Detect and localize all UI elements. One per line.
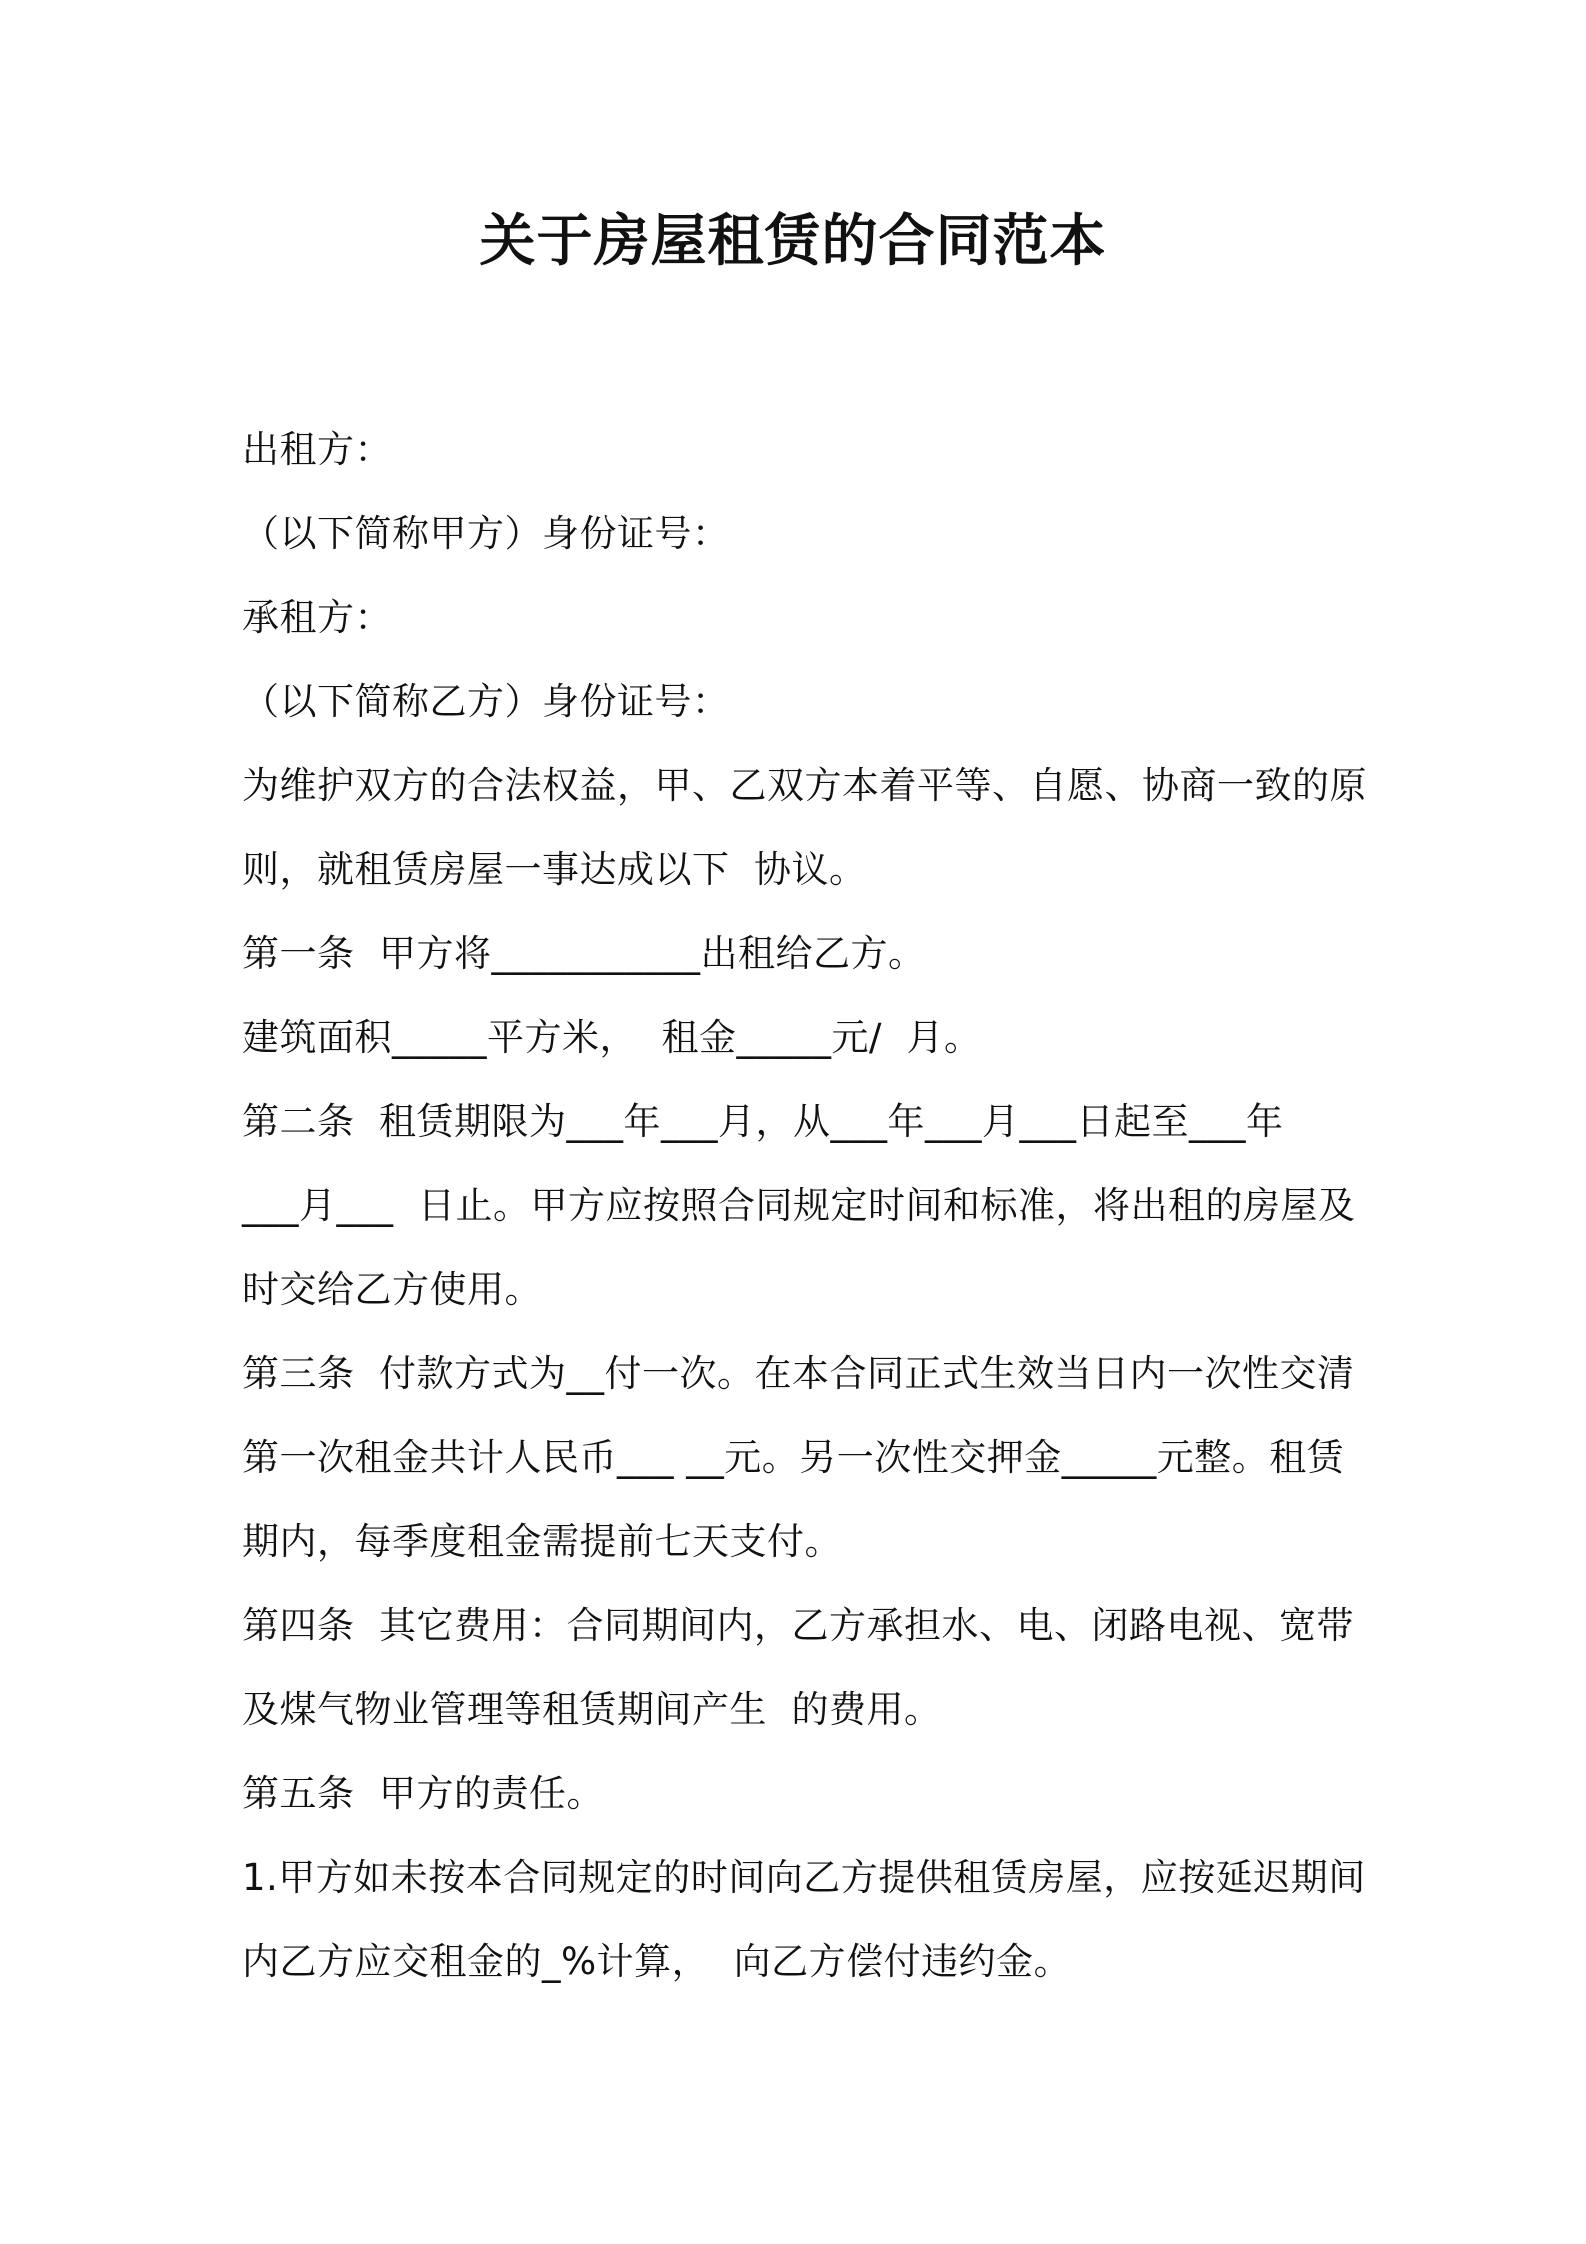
lessor-id-line: （以下简称甲方）身份证号： [242,512,730,555]
preamble-line-2: 则，就租赁房屋一事达成以下 协议。 [242,848,867,891]
article-3-line-3: 期内，每季度租金需提前七天支付。 [242,1520,842,1563]
article-5-item-1-line-2: 内乙方应交租金的_%计算， 向乙方偿付违约金。 [242,1940,1072,1983]
article-2-line-3: 时交给乙方使用。 [242,1268,542,1311]
article-5-heading: 第五条 甲方的责任。 [242,1772,605,1815]
article-2-line-1: 第二条 租赁期限为___年___月，从___年___月___日起至___年 [242,1100,1284,1143]
lessee-line: 承租方： [242,596,392,639]
document-body [242,408,1367,2004]
preamble-line-1: 为维护双方的合法权益，甲、乙双方本着平等、自愿、协商一致的原 [242,764,1367,807]
article-1-line-2: 建筑面积_____平方米， 租金_____元/ 月。 [242,1016,982,1059]
article-3-line-1: 第三条 付款方式为__付一次。在本合同正式生效当日内一次性交清 [242,1352,1355,1395]
article-4-line-2: 及煤气物业管理等租赁期间产生 的费用。 [242,1688,942,1731]
article-2-line-2: ___月___ 日止。甲方应按照合同规定时间和标准，将出租的房屋及 [242,1184,1356,1227]
article-4-line-1: 第四条 其它费用：合同期间内，乙方承担水、电、闭路电视、宽带 [242,1604,1355,1647]
article-3-line-2: 第一次租金共计人民币___ __元。另一次性交押金_____元整。租赁 [242,1436,1345,1479]
article-5-item-1-line-1: 1.甲方如未按本合同规定的时间向乙方提供租赁房屋，应按延迟期间 [242,1856,1366,1899]
document-title: 关于房屋租赁的合同范本 [479,209,1107,274]
article-1-line-1: 第一条 甲方将___________出租给乙方。 [242,932,926,975]
lessee-id-line: （以下简称乙方）身份证号： [242,680,730,723]
lessor-line: 出租方： [242,428,392,471]
